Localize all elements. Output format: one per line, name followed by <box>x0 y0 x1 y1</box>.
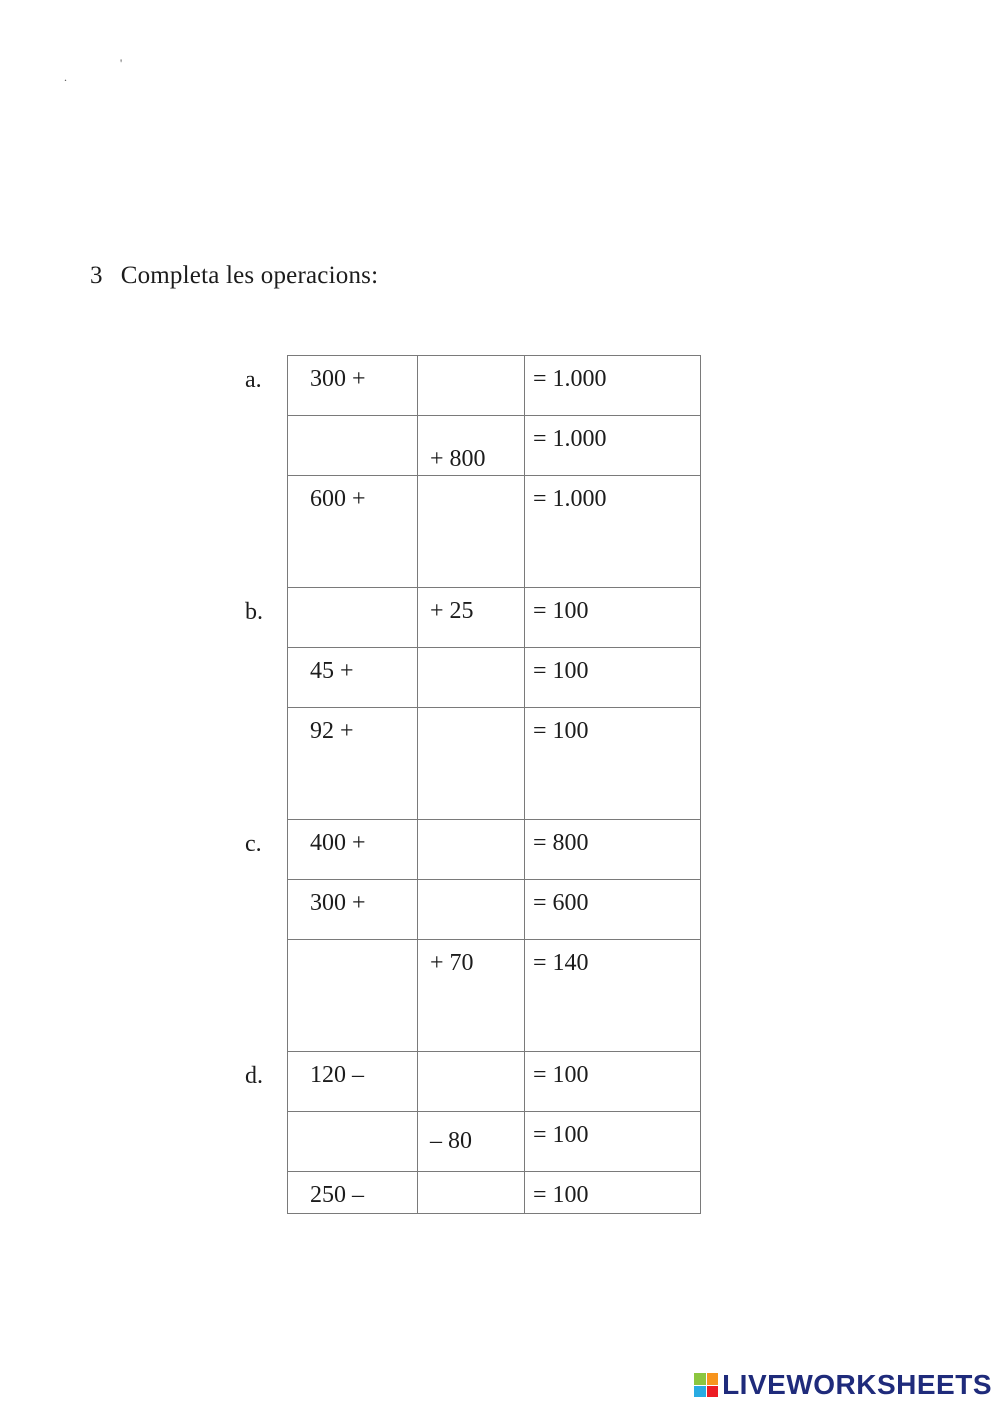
first-operand: 45 + <box>288 648 418 708</box>
brand-name: LIVEWORKSHEETS <box>722 1369 992 1400</box>
first-operand: 300 + <box>288 356 418 416</box>
table-row <box>288 940 701 1052</box>
group-a <box>245 355 700 588</box>
scan-speck: ' <box>120 56 123 70</box>
answer-blank[interactable] <box>288 588 418 648</box>
brand-watermark <box>694 1369 992 1401</box>
result: = 800 <box>525 820 701 880</box>
exercise-number: 3 <box>90 262 103 289</box>
operations-table <box>287 819 701 1052</box>
answer-blank[interactable] <box>288 940 418 1052</box>
result: = 100 <box>525 1172 701 1214</box>
result: = 100 <box>525 1052 701 1112</box>
answer-blank[interactable] <box>418 1172 525 1214</box>
answer-blank[interactable] <box>418 880 525 940</box>
group-b <box>245 587 700 820</box>
table-row <box>288 416 701 476</box>
answer-blank[interactable] <box>418 708 525 820</box>
group-c <box>245 819 700 1052</box>
result: = 100 <box>525 588 701 648</box>
second-operand: – 80 <box>418 1112 525 1172</box>
answer-blank[interactable] <box>418 820 525 880</box>
second-operand: + 70 <box>418 940 525 1052</box>
operations-table <box>287 1051 701 1214</box>
answer-blank[interactable] <box>288 1112 418 1172</box>
instruction <box>90 262 378 290</box>
result: = 100 <box>525 1112 701 1172</box>
answer-blank[interactable] <box>418 476 525 588</box>
instruction-text: Completa les operacions: <box>120 262 379 289</box>
result: = 140 <box>525 940 701 1052</box>
operations-table <box>287 355 701 588</box>
first-operand: 600 + <box>288 476 418 588</box>
answer-blank[interactable] <box>288 416 418 476</box>
table-row <box>288 1112 701 1172</box>
operations-table <box>287 587 701 820</box>
answer-blank[interactable] <box>418 356 525 416</box>
group-label: d. <box>245 1063 263 1089</box>
first-operand: 250 – <box>288 1172 418 1214</box>
table-row <box>288 476 701 588</box>
result: = 1.000 <box>525 356 701 416</box>
answer-blank[interactable] <box>418 648 525 708</box>
first-operand: 400 + <box>288 820 418 880</box>
result: = 1.000 <box>525 416 701 476</box>
table-row <box>288 588 701 648</box>
first-operand: 92 + <box>288 708 418 820</box>
result: = 100 <box>525 708 701 820</box>
group-label: a. <box>245 367 262 393</box>
table-row <box>288 1172 701 1214</box>
table-row <box>288 356 701 416</box>
answer-blank[interactable] <box>418 1052 525 1112</box>
first-operand: 300 + <box>288 880 418 940</box>
table-row <box>288 708 701 820</box>
group-label: c. <box>245 831 262 857</box>
liveworksheets-logo-icon <box>694 1373 718 1397</box>
second-operand: + 25 <box>418 588 525 648</box>
scan-speck: . <box>64 70 67 84</box>
table-row <box>288 648 701 708</box>
result: = 1.000 <box>525 476 701 588</box>
result: = 100 <box>525 648 701 708</box>
table-row <box>288 1052 701 1112</box>
result: = 600 <box>525 880 701 940</box>
second-operand: + 800 <box>418 416 525 476</box>
group-label: b. <box>245 599 263 625</box>
group-d <box>245 1051 700 1214</box>
first-operand: 120 – <box>288 1052 418 1112</box>
table-row <box>288 880 701 940</box>
table-row <box>288 820 701 880</box>
